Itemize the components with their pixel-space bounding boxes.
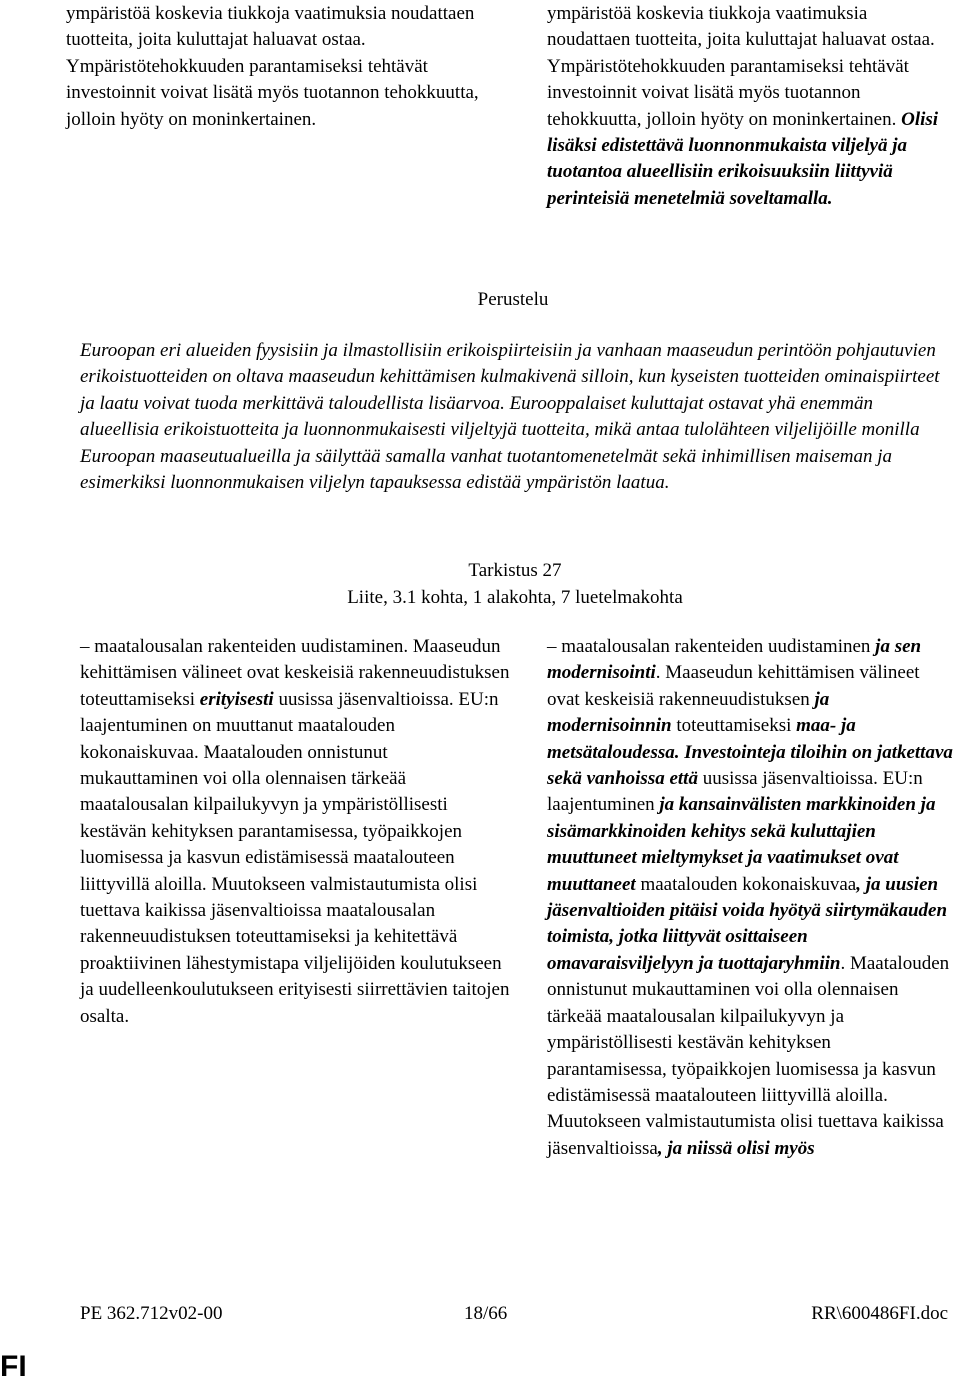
original-text-column	[80, 634, 510, 1030]
amended-seg-3: . Maaseudun kehittämisen välineet ovat keskeisiä rakenneuudistuksen	[547, 662, 920, 710]
amended-seg-1: – maatalousalan rakenteiden uudistaminen	[547, 636, 876, 657]
footer-page-number: 18/66	[464, 1303, 508, 1324]
top-right-column	[547, 1, 955, 212]
justification-text: Euroopan eri alueiden fyysisiin ja ilmastollisiin erikoispiirteisiin ja vanhaan maaseudun perintöön pohjautuvien erikoistuotteiden on oltava maaseudun kehittämisen kulmakivenä silloin, kun kyseisten tuotteiden ominaispiirteet ja laatu voivat tuoda merkittävä taloudellista lisäarvoa. Eurooppalaiset kuluttajat ostavat yhä enemmän alueellisia erikoistuotteita ja luonnonmukaisesti viljeltyjä tuotteita, mikä antaa tulolähteen viljelijöille monilla Euroopan maaseutualueilla ja säilyttää samalla vanhat tuotantomenetelmät sekä inhimillisen maiseman ja esimerkiksi luonnonmukaisen viljelyn tapauksessa edistää ympäristön laatua.	[80, 340, 940, 494]
amended-seg-2: ja sen modernisointi	[547, 636, 922, 684]
amendment-reference: Liite, 3.1 kohta, 1 alakohta, 7 luetelmakohta	[347, 587, 683, 608]
amended-seg-5: toteuttamiseksi	[671, 715, 797, 737]
amended-seg-6: maa- ja metsätaloudessa. Investointeja tiloihin on jatkettava sekä vanhoissa että	[547, 715, 953, 790]
amended-seg-8: ja kansainvälisten markkinoiden ja sisämarkkinoiden kehitys sekä kuluttajien muuttuneet mieltymykset ja vaatimukset ovat muuttaneet	[547, 794, 936, 895]
footer-reference: PE 362.712v02-00	[80, 1303, 223, 1324]
amended-seg-12: , ja niissä olisi myös	[657, 1137, 815, 1159]
top-right-text	[547, 1, 955, 212]
top-left-column	[66, 1, 486, 133]
amended-seg-11: . Maatalouden onnistunut mukauttaminen voi olla olennaisen tärkeää maatalousalan kilpailukyvyn ja ympäristöllisesti kestävän kehityksen parantamisessa, työpaikkojen luomisessa ja kasvun edistämisessä maatalouteen liittyvillä aloilla. Muutokseen valmistautumista olisi tuettava kaikissa jäsenvaltioissa	[547, 952, 950, 1159]
amended-text	[547, 634, 955, 1162]
original-seg-3: uusissa jäsenvaltioissa. EU:n laajentuminen on muuttanut maatalouden kokonaiskuvaa. Maatalouden onnistunut mukauttaminen voi olla olennaisen tärkeää maatalousalan kilpailukyvyn ja ympäristöllisesti kestävän kehityksen parantamisessa, työpaikkojen luomisessa ja kasvun edistämisessä maatalouteen liittyvillä aloilla. Muutokseen valmistautumista olisi tuettava kaikissa jäsenvaltioissa maatalousalan rakenneuudistuksen toteuttamiseksi ja kehitettävä proaktiivinen lähestymistapa viljelijöiden koulutukseen ja uudelleenkoulutukseen erityisesti siirrettävien taitojen osalta.	[80, 688, 510, 1027]
footer-document-name: RR\600486FI.doc	[811, 1303, 948, 1324]
original-seg-2: erityisesti	[199, 688, 274, 710]
language-code: FI	[0, 1350, 27, 1383]
amended-seg-7: uusissa jäsenvaltioissa. EU:n laajentuminen	[547, 768, 923, 816]
page-footer	[0, 1301, 960, 1327]
top-right-bold: Olisi lisäksi edistettävä luonnonmukaista viljelyä ja tuotantoa alueellisiin erikoisuuksiin liittyviä perinteisiä menetelmiä soveltamalla.	[547, 108, 939, 209]
amended-seg-9: maatalouden kokonaiskuvaa	[635, 873, 857, 895]
amendment-header	[0, 557, 960, 611]
original-text	[80, 634, 510, 1030]
amendment-title: Tarkistus 27	[468, 560, 562, 581]
amended-text-column	[547, 634, 955, 1162]
top-right-plain: ympäristöä koskevia tiukkoja vaatimuksia noudattaen tuotteita, joita kuluttajat haluavat ostaa. Ympäristötehokkuuden parantamiseksi tehtävät investoinnit voivat lisätä myös tuotannon tehokkuutta, jolloin hyöty on moninkertainen.	[547, 3, 935, 130]
top-left-text: ympäristöä koskevia tiukkoja vaatimuksia noudattaen tuotteita, joita kuluttajat haluavat ostaa. Ympäristötehokkuuden parantamiseksi tehtävät investoinnit voivat lisätä myös tuotannon tehokkuutta, jolloin hyöty on moninkertainen.	[66, 3, 479, 130]
justification-heading: Perustelu	[477, 289, 549, 310]
amended-seg-4: ja modernisoinnin	[547, 688, 830, 737]
amended-seg-10: , ja uusien jäsenvaltioiden pitäisi voida hyötyä siirtymäkauden toimista, jotka liittyvät osittaiseen omavaraisviljelyyn ja tuottajaryhmiin	[547, 873, 948, 974]
original-seg-1: – maatalousalan rakenteiden uudistaminen. Maaseudun kehittämisen välineet ovat keskeisiä rakenneuudistuksen toteuttamiseksi	[80, 636, 510, 710]
